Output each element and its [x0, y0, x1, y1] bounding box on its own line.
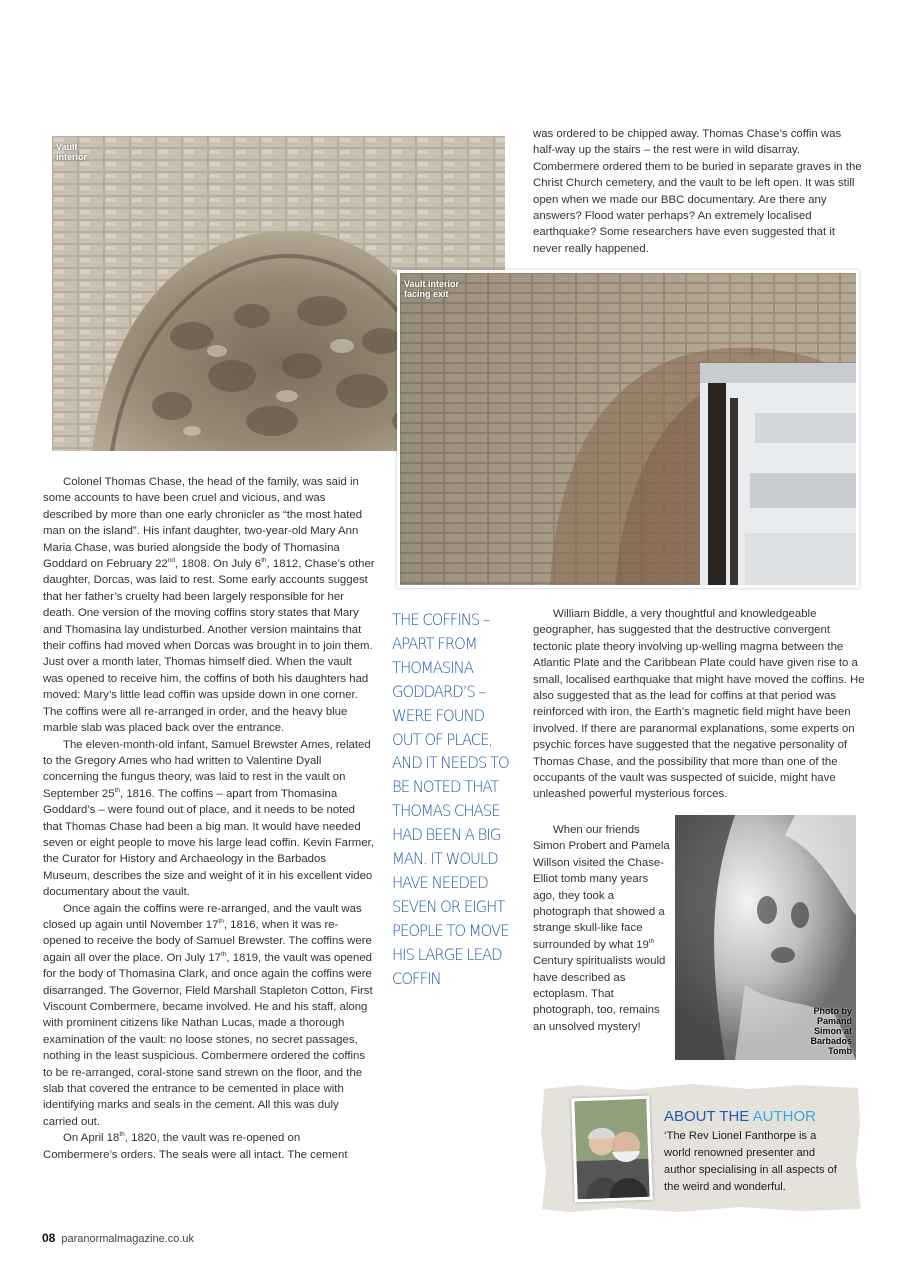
text-run: The eleven-month-old infant, Samuel Brewster Ames, related to the Gregory Ames who had written to Valentine Dyall concerning the fungus theory, was laid to rest in the vault on September 25 [43, 738, 371, 800]
top-right-text: was ordered to be chipped away. Thomas Chase’s coffin was half-way up the stairs – the rest were in wild disarray. Combermere ordered them to be buried in separate graves in the Christ Church cemetery, and the vault to be left open. It was still open when we made our BBC documentary. Are there any answers? Flood water perhaps? An extremely localised earthquake? Some researchers have even suggested that it never really happened. [533, 128, 862, 255]
text-run: , 1812, Chase’s other daughter, Dorcas, was laid to rest. Some early accounts suggest that her father’s cruelty had been largely responsible for her death. One version of the moving coffins story states that Mary and Thomasina lay undisturbed. Another version maintains that their coffins had moved when Dorcas was brought in to join them. Just over a month later, Thomas himself died. When the vault was opened to receive him, the coffins of both his daughters had moved: Mary’s little lead coffin was upside down in one corner. The coffins were all re-arranged in order, and the heavy blue marble slab was placed back over the entrance. [43, 558, 375, 735]
ordinal: th [114, 786, 120, 794]
ghost-photo-caption: Photo by Pamand Simon at Barbados Tomb [810, 1006, 852, 1056]
right-column [533, 606, 865, 803]
ghost-photo [675, 815, 856, 1060]
site-url: paranormalmagazine.co.uk [61, 1233, 195, 1245]
heading-accent: AUTHOR [752, 1108, 816, 1125]
top-right-paragraph [533, 126, 865, 257]
ordinal: th [261, 557, 267, 565]
about-author-text: ‘The Rev Lionel Fanthorpe is a world renowned presenter and author specialising in all aspects of the weird and wonderful. [664, 1130, 837, 1193]
page-number: 08 [42, 1231, 56, 1245]
ordinal: th [218, 918, 224, 926]
heading-part: ABOUT THE [664, 1108, 753, 1125]
text-run: , 1819, the vault was opened for the body of Thomasina Clark, and once again the coffins were disarranged. The Governor, Field Marshall Stapleton Cotton, First Viscount Combermere, became involved. He and his staff, along with prominent citizens like Nathan Lucas, made a thorough examination of the vault: no loose stones, no secret passages, nothing in the least suspicious. Combermere ordered the coffins to be re-arranged, coral-stone sand strewn on the floor, and the slab that covered the entrance to be cemented in place with identifying marks and seals in the cement. All this was duly carried out. [43, 951, 373, 1128]
right-paragraph-2 [533, 822, 671, 1035]
right-column-narrow [533, 822, 671, 1035]
text-run: , 1808. On July 6 [174, 558, 262, 571]
page-footer [42, 1231, 194, 1245]
text-run: Century spiritualists would have described as ectoplasm. That photograph, too, remains an unsolved mystery! [533, 955, 666, 1033]
left-paragraph-2 [43, 737, 375, 901]
author-photo [571, 1096, 653, 1203]
ordinal: th [119, 1131, 125, 1139]
vault-exit-photo [397, 270, 859, 588]
vault-interior-caption: Vault interior [56, 142, 88, 162]
text-run: Colonel Thomas Chase, the head of the family, was said in some accounts to have been cruel and vicious, and was described by more than one early chronicler as “the most hated man on the island”. His infant daughter, two-year-old Mary Ann Maria Chase, was buried alongside the body of Thomasina Goddard on February 22 [43, 476, 363, 571]
vault-exit-caption: Vault interior facing exit [404, 279, 460, 299]
ordinal: nd [167, 557, 175, 565]
text-run: Once again the coffins were re-arranged, and the vault was closed up again until November 17 [43, 902, 362, 931]
about-author-heading [664, 1108, 816, 1126]
left-paragraph-3 [43, 901, 375, 1131]
text-run: , 1816. The coffins – apart from Thomasina Goddard’s – were found out of place, and it needs to be noted that Thomas Chase had been a big man. It would have needed seven or eight people to move his large lead coffin. Kevin Farmer, the Curator for History and Archaeology in the Barbados Museum, describes the size and weight of it in his excellent video documentary about the vault. [43, 787, 374, 899]
pull-quote: THE COFFINS – APART FROM THOMASINA GODDARD’S – WERE FOUND OUT OF PLACE, AND IT NEEDS TO BE NOTED THAT THOMAS CHASE HAD BEEN A BIG MAN. IT WOULD HAVE NEEDED SEVEN OR EIGHT PEOPLE TO MOVE HIS LARGE LEAD COFFIN [392, 610, 509, 988]
left-paragraph-4 [43, 1130, 375, 1163]
text-run: When our friends Simon Probert and Pamela Willson visited the Chase-Elliot tomb many years ago, they took a photograph that showed a strange skull-like face surrounded by what 19 [533, 824, 670, 951]
text-run: , 1816, when it was re-opened to receive the body of Samuel Brewster. The coffins were again all over the place. On July 17 [43, 918, 372, 964]
left-column [43, 474, 375, 1163]
left-paragraph-1 [43, 474, 375, 737]
right-paragraph-1: William Biddle, a very thoughtful and knowledgeable geographer, has suggested that the destructive convergent tectonic plate theory involving up-welling magma between the Atlantic Plate and the Caribbean Plate could have given rise to a small, localised earthquake that might have moved the coffins. He also suggested that as the lead for coffins at that period was reinforced with iron, the Earth’s magnetic field might have been involved. If there are paranormal explanations, some experts on psychic forces have suggested that the negative personality of Thomas Chase, and the possibility that more than one of the occupants of the vault was suspected of suicide, might have unleashed powerful mysterious forces. [533, 608, 865, 801]
text-run: , 1820, the vault was re-opened on Combermere’s orders. The seals were all intact. The cement [43, 1132, 348, 1161]
text-run: On April 18 [63, 1132, 120, 1145]
ordinal: th [648, 938, 655, 946]
ordinal: th [220, 950, 227, 958]
